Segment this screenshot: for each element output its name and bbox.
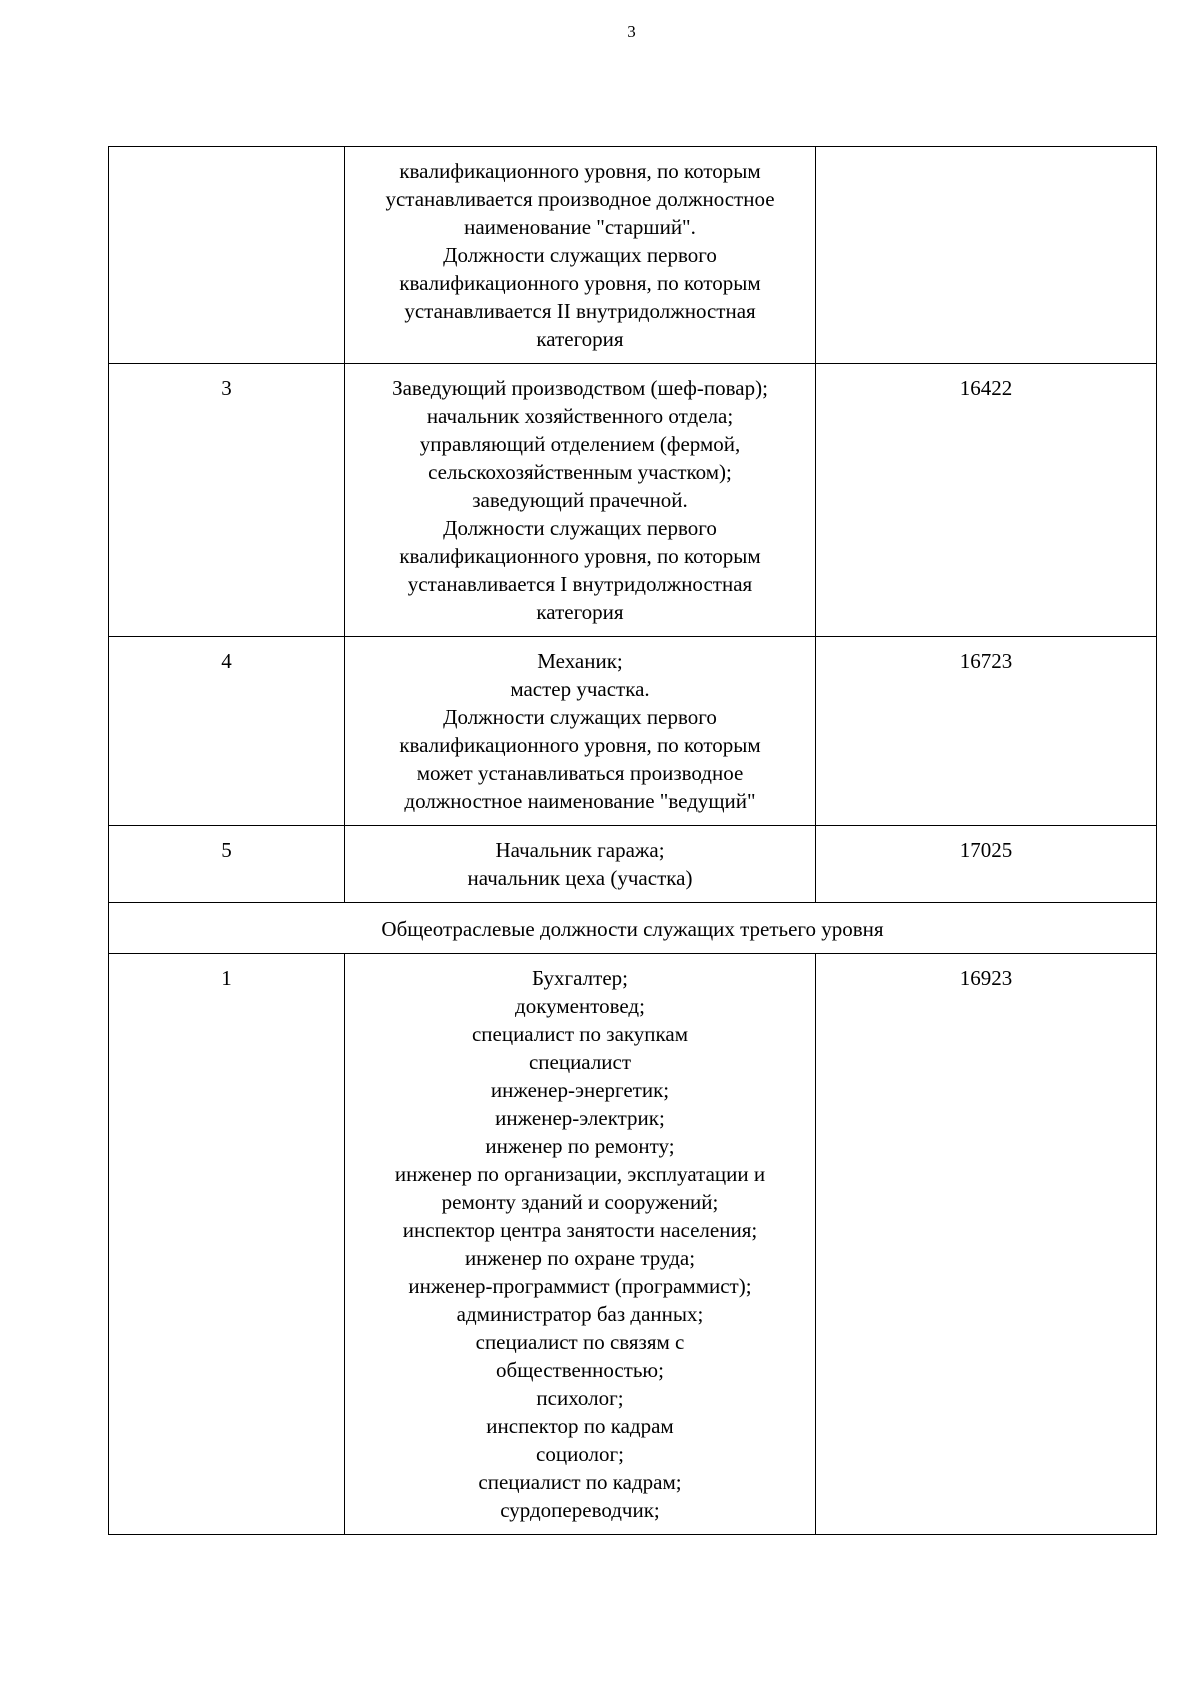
position-line: категория [536,327,624,351]
position-line: квалификационного уровня, по которым [399,271,761,295]
positions-cell [345,637,816,826]
position-line: управляющий отделением (фермой, [419,432,741,456]
position-line: должностное наименование "ведущий" [404,789,756,813]
position-line: квалификационного уровня, по которым [399,544,761,568]
position-line: мастер участка. [510,677,650,701]
position-line: инженер по организации, эксплуатации и [394,1162,766,1186]
position-line: инженер-программист (программист); [408,1274,752,1298]
table-row [109,954,1157,1535]
positions-cell [345,826,816,903]
positions-cell [345,147,816,364]
position-line: инспектор по кадрам [486,1414,674,1438]
table-row [109,364,1157,637]
qualification-level-cell: 5 [109,826,345,903]
position-line: заведующий прачечной. [472,488,688,512]
position-line: специалист по закупкам [471,1022,689,1046]
position-line: Должности служащих первого [443,705,717,729]
position-line: специалист по кадрам; [478,1470,682,1494]
positions-cell [345,954,816,1535]
salary-cell: 17025 [816,826,1157,903]
position-line: общественностью; [496,1358,664,1382]
position-line: Должности служащих первого [443,243,717,267]
table-body-third-level [109,954,1157,1535]
position-line: ремонту зданий и сооружений; [441,1190,719,1214]
position-line: начальник цеха (участка) [467,866,693,890]
qualification-level-cell: 1 [109,954,345,1535]
position-line: устанавливается II внутридолжностная [404,299,756,323]
table-row [109,147,1157,364]
position-line: администратор баз данных; [456,1302,704,1326]
table-row [109,637,1157,826]
positions-cell [345,364,816,637]
position-line: инженер-энергетик; [490,1078,670,1102]
position-line: сурдопереводчик; [500,1498,660,1522]
position-line: специалист [528,1050,632,1074]
positions-table [108,146,1157,1535]
qualification-level-cell: 4 [109,637,345,826]
position-line: наименование "старший". [464,215,696,239]
position-line: Бухгалтер; [532,966,628,990]
table-row [109,826,1157,903]
page-number: 3 [627,22,636,41]
table-body-second-level [109,147,1157,903]
position-line: психолог; [536,1386,624,1410]
position-line: устанавливается производное должностное [385,187,775,211]
position-line: инженер-электрик; [495,1106,665,1130]
position-line: сельскохозяйственным участком); [428,460,732,484]
section-heading: Общеотраслевые должности служащих третьего уровня [109,903,1157,954]
salary-cell: 16923 [816,954,1157,1535]
table-section [109,903,1157,954]
salary-cell: 16723 [816,637,1157,826]
position-line: может устанавливаться производное [416,761,744,785]
position-line: Заведующий производством (шеф-повар); [392,376,768,400]
qualification-level-cell [109,147,345,364]
position-line: категория [536,600,624,624]
position-line: социолог; [536,1442,624,1466]
qualification-level-cell: 3 [109,364,345,637]
position-line: документовед; [515,994,645,1018]
position-line: начальник хозяйственного отдела; [426,404,734,428]
salary-cell: 16422 [816,364,1157,637]
position-line: Механик; [537,649,623,673]
position-line: квалификационного уровня, по которым [399,159,761,183]
position-line: специалист по связям с [475,1330,685,1354]
position-line: Начальник гаража; [495,838,665,862]
position-line: инженер по ремонту; [485,1134,675,1158]
section-heading-row [109,903,1157,954]
salary-cell [816,147,1157,364]
position-line: инспектор центра занятости населения; [402,1218,758,1242]
position-line: Должности служащих первого [443,516,717,540]
position-line: устанавливается I внутридолжностная [407,572,753,596]
position-line: квалификационного уровня, по которым [399,733,761,757]
position-line: инженер по охране труда; [464,1246,696,1270]
